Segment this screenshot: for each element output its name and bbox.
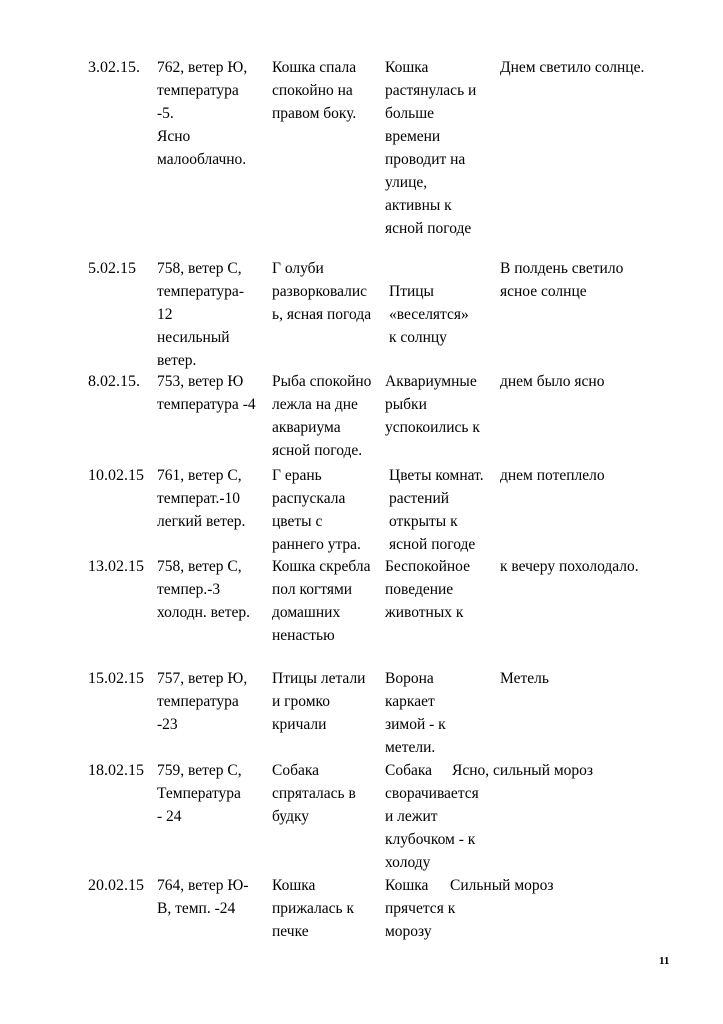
row-weather: 758, ветер С, температура- 12 несильный ветер. — [157, 260, 244, 369]
row-date: 10.02.15 — [88, 467, 144, 484]
row-date: 20.02.15 — [88, 877, 144, 894]
page-number: 11 — [659, 955, 670, 967]
row-folk-sign: Аквариумные рыбки успокоились к — [385, 373, 480, 436]
row-date: 13.02.15 — [88, 558, 144, 575]
row-date: 15.02.15 — [88, 670, 144, 687]
row-date: 8.02.15. — [88, 373, 140, 390]
row-note: к вечеру похолодало. — [500, 558, 639, 575]
row-date: 5.02.15 — [88, 260, 136, 277]
row-note: Днем светило солнце. — [500, 59, 645, 76]
row-weather: 761, ветер С, температ.-10 легкий ветер. — [157, 467, 246, 530]
row-animal-behavior: Г ерань распускала цветы с раннего утра. — [272, 467, 361, 553]
row-note: Сильный мороз — [450, 877, 554, 894]
row-note: днем потеплело — [500, 467, 605, 484]
row-folk-sign: Кошка растянулась и больше времени проводит на улице, активны к ясной погоде — [385, 59, 477, 237]
row-animal-behavior: Птицы летали и громко кричали — [272, 670, 366, 733]
row-weather: 762, ветер Ю, температура -5. Ясно малооблачно. — [157, 59, 248, 168]
row-weather: 753, ветер Ю температура -4 — [157, 373, 256, 413]
row-weather: 764, ветер Ю- В, темп. -24 — [157, 877, 249, 917]
row-folk-sign: Цветы комнат. растений открыты к ясной погоде — [389, 467, 484, 553]
row-note: Ясно, сильный мороз — [452, 762, 594, 779]
row-animal-behavior: Собака спряталась в будку — [272, 762, 356, 825]
row-weather: 757, ветер Ю, температура -23 — [157, 670, 248, 733]
row-note: Метель — [500, 670, 549, 687]
row-animal-behavior: Г олуби разворковалис ь, ясная погода — [272, 260, 372, 323]
row-weather: 758, ветер С, темпер.-3 холодн. ветер. — [157, 558, 251, 621]
row-note: В полдень светило ясное солнце — [500, 260, 624, 300]
row-folk-sign: Собака сворачивается и лежит клубочком - к холоду — [385, 762, 479, 871]
row-folk-sign: Птицы «веселятся» к солнцу — [389, 283, 469, 346]
row-folk-sign: Беспокойное поведение животных к — [385, 558, 470, 621]
row-animal-behavior: Рыба спокойно лежла на дне аквариума ясной погоде. — [272, 373, 372, 459]
row-folk-sign: Ворона каркает зимой - к метели. — [385, 670, 446, 756]
row-note: днем было ясно — [500, 373, 605, 390]
row-date: 18.02.15 — [88, 762, 144, 779]
row-animal-behavior: Кошка скребла пол когтями домашних ненастью — [272, 558, 371, 644]
row-folk-sign: Кошка прячется к морозу — [385, 877, 456, 940]
row-animal-behavior: Кошка спала спокойно на правом боку. — [272, 59, 357, 122]
row-animal-behavior: Кошка прижалась к печке — [272, 877, 355, 940]
row-date: 3.02.15. — [88, 59, 140, 76]
row-weather: 759, ветер С, Температура - 24 — [157, 762, 242, 825]
